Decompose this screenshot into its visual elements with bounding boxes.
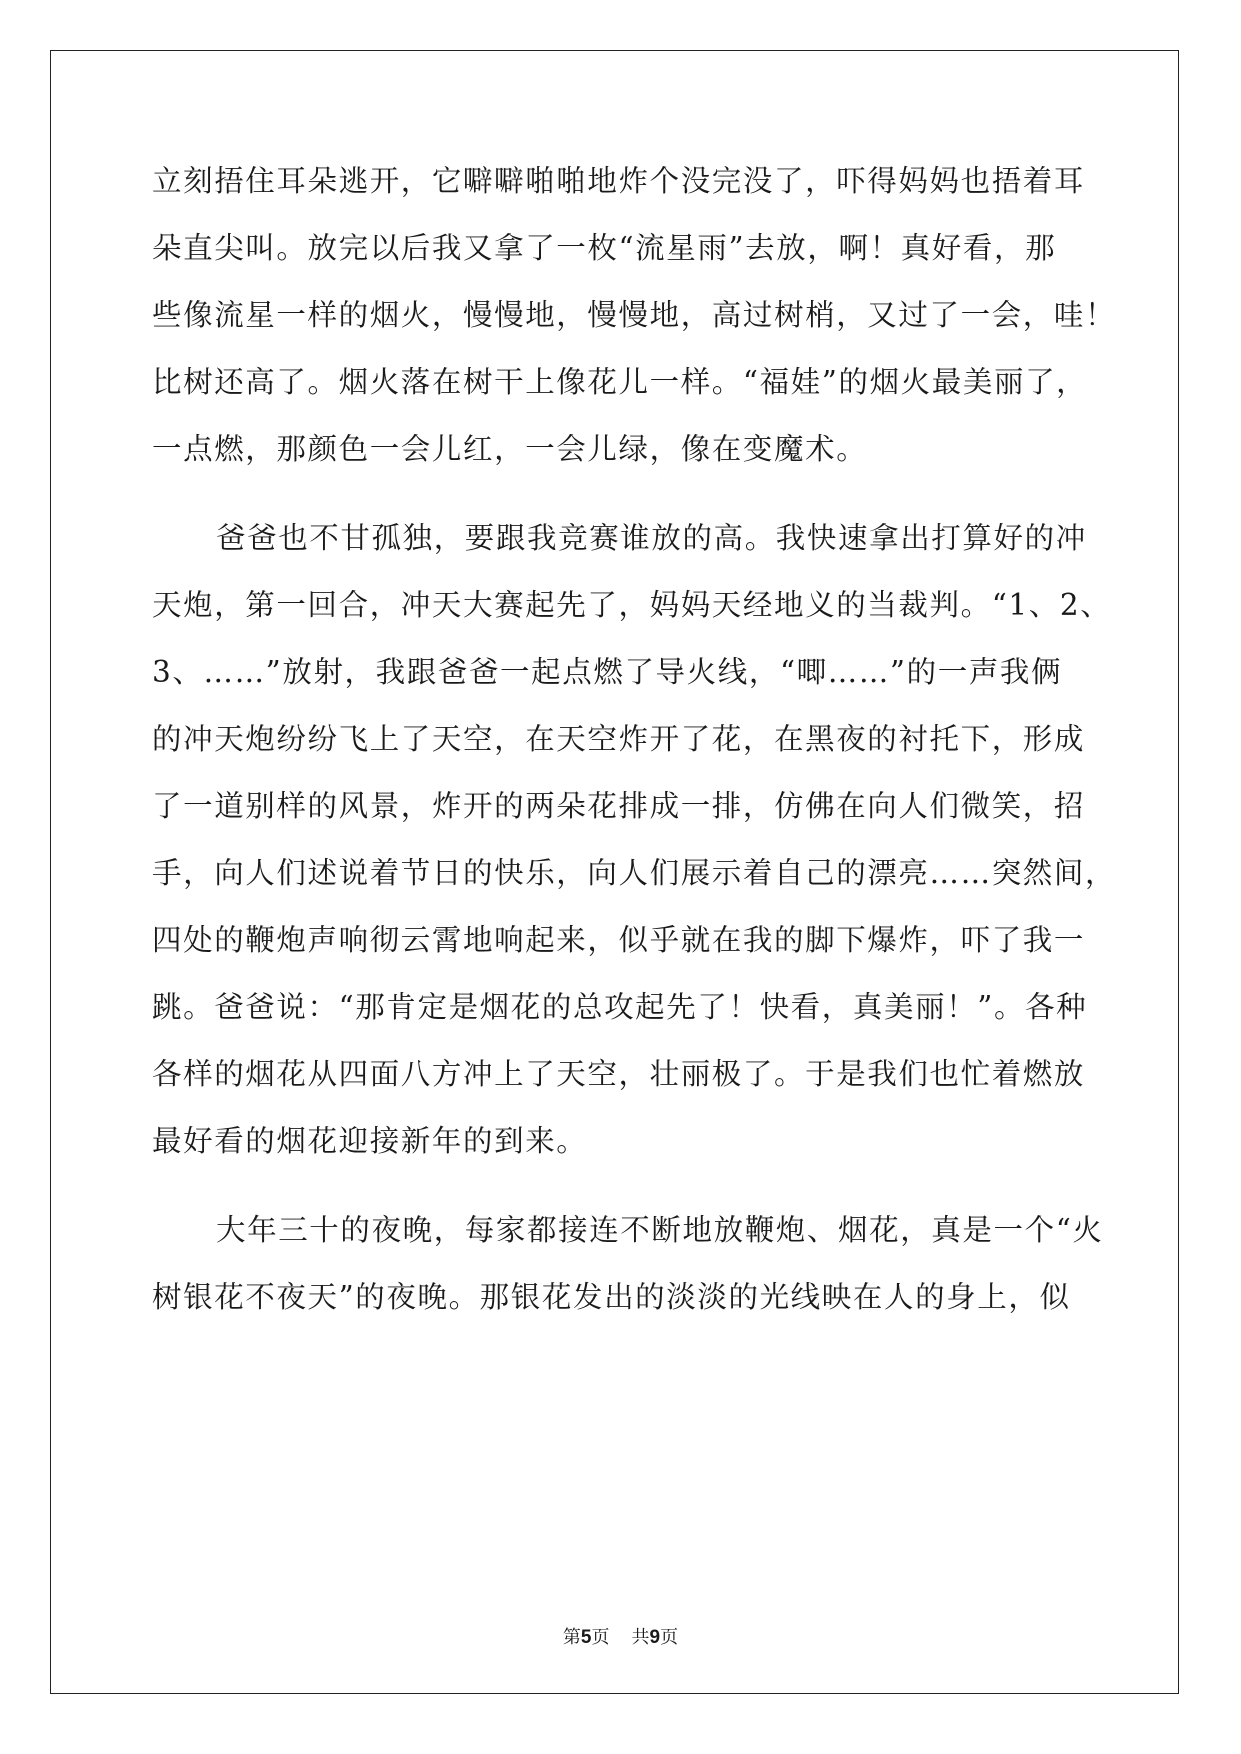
page-footer xyxy=(0,1623,1241,1649)
text-line: 四处的鞭炮声响彻云霄地响起来，似乎就在我的脚下爆炸，吓了我一 xyxy=(152,923,1086,957)
text-line: 树银花不夜天”的夜晚。那银花发出的淡淡的光线映在人的身上，似 xyxy=(152,1280,1071,1314)
text-line: 3、……”放射，我跟爸爸一起点燃了导火线，“唧……”的一声我俩 xyxy=(152,655,1063,689)
text-line: 比树还高了。烟火落在树干上像花儿一样。“福娃”的烟火最美丽了， xyxy=(152,365,1088,399)
total-prefix: 共 xyxy=(631,1627,650,1648)
text-line: 最好看的烟花迎接新年的到来。 xyxy=(152,1124,588,1158)
paragraph xyxy=(152,518,1117,1188)
text-line: 朵直尖叫。放完以后我又拿了一枚“流星雨”去放，啊！真好看，那 xyxy=(152,231,1057,265)
text-line: 手，向人们述说着节日的快乐，向人们展示着自己的漂亮……突然间， xyxy=(152,856,1117,890)
page-prefix: 第 xyxy=(562,1627,581,1648)
total-suffix: 页 xyxy=(660,1627,679,1648)
text-line: 立刻捂住耳朵逃开，它噼噼啪啪地炸个没完没了，吓得妈妈也捂着耳 xyxy=(152,164,1086,198)
text-line: 些像流星一样的烟火，慢慢地，慢慢地，高过树梢，又过了一会，哇！ xyxy=(152,298,1117,332)
document-body xyxy=(152,161,1117,1344)
text-line: 爸爸也不甘孤独，要跟我竞赛谁放的高。我快速拿出打算好的冲 xyxy=(216,521,1087,555)
paragraph xyxy=(152,1210,1104,1344)
text-line: 大年三十的夜晚，每家都接连不断地放鞭炮、烟花，真是一个“火 xyxy=(216,1213,1104,1247)
text-line: 跳。爸爸说：“那肯定是烟花的总攻起先了！快看，真美丽！”。各种 xyxy=(152,990,1088,1024)
paragraph-gap xyxy=(152,1188,1092,1210)
text-line: 各样的烟花从四面八方冲上了天空，壮丽极了。于是我们也忙着燃放 xyxy=(152,1057,1086,1091)
paragraph xyxy=(152,161,1117,496)
total-pages-number: 9 xyxy=(649,1627,661,1648)
text-line: 天炮，第一回合，冲天大赛起先了，妈妈天经地义的当裁判。“1、2、 xyxy=(152,588,1112,622)
page-suffix: 页 xyxy=(591,1627,610,1648)
text-line: 一点燃，那颜色一会儿红，一会儿绿，像在变魔术。 xyxy=(152,432,868,466)
current-page-number: 5 xyxy=(580,1627,592,1648)
text-line: 的冲天炮纷纷飞上了天空，在天空炸开了花，在黑夜的衬托下，形成 xyxy=(152,722,1086,756)
text-line: 了一道别样的风景，炸开的两朵花排成一排，仿佛在向人们微笑，招 xyxy=(152,789,1086,823)
paragraph-gap xyxy=(152,496,1092,518)
